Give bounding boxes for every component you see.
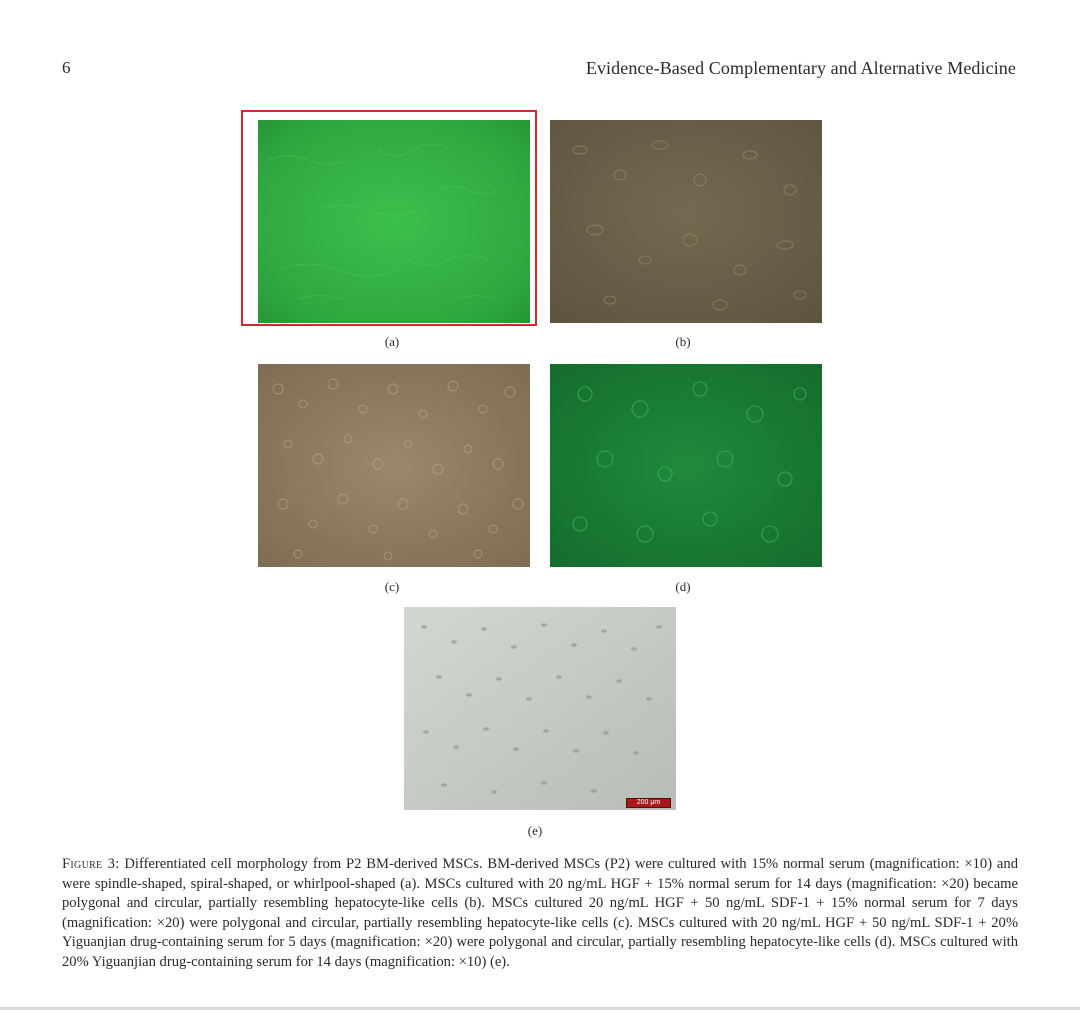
panel-label-d: (d) [675,579,691,594]
panel-a-highlight-frame [241,110,537,326]
figure-caption-label: Figure 3: [62,856,120,872]
page-number: 6 [62,58,71,77]
micrograph-b-image [550,120,822,323]
micrograph-e-image [404,607,676,810]
figure-caption-text: Differentiated cell morphology from P2 BM-derived MSCs. BM-derived MSCs (P2) were cultured with 15% normal serum (magnification: ×10) and were spindle-shaped, spiral-shaped, or whirlpool-shaped (a). MSCs cultured with 20 ng/mL HGF + 15% normal serum for 14 days (magnification: ×20) became polygonal and circular, partially resembling hepatocyte-like cells (b). MSCs cultured 20 ng/mL HGF + 50 ng/mL SDF-1 + 15% normal serum for 7 days (magnification: ×20) were polygonal and circular, partially resembling hepatocyte-like cells (c). MSCs cultured with 20 ng/mL HGF + 50 ng/mL SDF-1 + 20% Yiguanjian drug-containing serum for 5 days (magnification: ×20) were polygonal and circular, partially resembling hepatocyte-like cells (d). MSCs cultured with 20% Yiguanjian drug-containing serum for 14 days (magnification: ×10) (e). [62,856,1018,970]
panel-label-b: (b) [675,334,691,349]
panel-label-c: (c) [384,579,400,594]
scale-bar: 200 μm [626,798,671,808]
panel-label-e: (e) [527,823,543,838]
micrograph-panel-d [550,364,822,567]
micrograph-d-image [550,364,822,567]
journal-running-head: Evidence-Based Complementary and Alternative Medicine [585,58,1016,78]
figure-caption [62,855,1018,972]
micrograph-panel-e [404,607,676,810]
micrograph-c-image [258,364,530,567]
micrograph-panel-b [550,120,822,323]
micrograph-panel-c [258,364,530,567]
panel-label-a: (a) [384,334,400,349]
